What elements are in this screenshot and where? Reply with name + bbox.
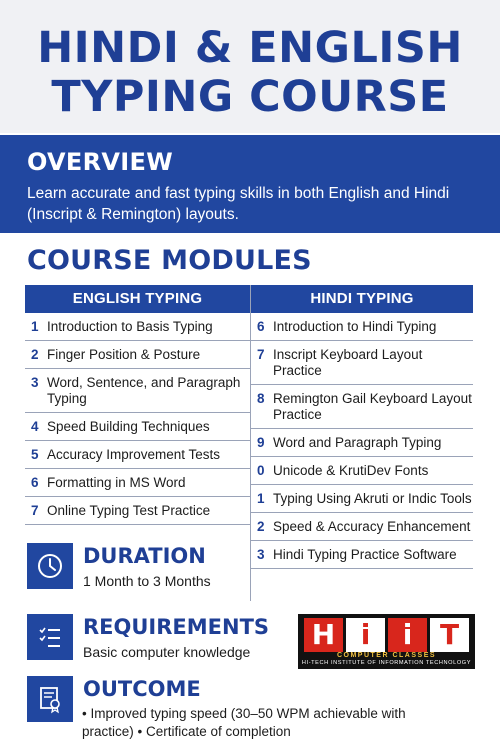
module-label: Unicode & KrutiDev Fonts (273, 463, 429, 478)
module-row (251, 313, 473, 341)
course-modules-title: COURSE MODULES (27, 245, 312, 276)
module-row (25, 313, 250, 341)
module-number: 5 (31, 447, 39, 462)
hindi-typing-column (250, 285, 473, 601)
module-number: 0 (257, 463, 265, 478)
module-number: 1 (31, 319, 39, 334)
requirements-text: Basic computer knowledge (83, 644, 251, 660)
module-number: 7 (31, 503, 39, 518)
module-label: Speed Building Techniques (47, 419, 210, 434)
module-label: Finger Position & Posture (47, 347, 201, 362)
module-row (251, 385, 473, 429)
certificate-icon (27, 676, 73, 722)
module-row (25, 497, 250, 525)
logo-subtitle: COMPUTER CLASSES (336, 652, 437, 659)
logo-letter: T (430, 618, 469, 652)
module-number: 2 (31, 347, 39, 362)
requirements-title: REQUIREMENTS (83, 615, 270, 639)
module-number: 4 (31, 419, 39, 434)
module-row (251, 341, 473, 385)
outcome-text: • Improved typing speed (30–50 WPM achievable with practice) • Certificate of completion (82, 706, 406, 739)
duration-title: DURATION (83, 544, 206, 568)
module-number: 1 (257, 491, 265, 506)
module-row (251, 541, 473, 569)
logo-letters (304, 618, 469, 652)
logo-letter: i (388, 618, 427, 652)
english-typing-column (25, 285, 250, 525)
english-typing-heading: ENGLISH TYPING (25, 285, 250, 313)
module-label: Inscript Keyboard Layout Practice (273, 347, 423, 378)
module-label: Speed & Accuracy Enhancement (273, 519, 471, 534)
module-row (251, 485, 473, 513)
clock-icon (27, 543, 73, 589)
module-number: 6 (31, 475, 39, 490)
checklist-icon (27, 614, 73, 660)
module-row (25, 469, 250, 497)
title-banner (0, 0, 500, 133)
page-title-line-2: TYPING COURSE (51, 72, 449, 122)
module-label: Introduction to Hindi Typing (273, 319, 437, 334)
module-row (25, 369, 250, 413)
duration-text: 1 Month to 3 Months (83, 573, 211, 589)
module-label: Hindi Typing Practice Software (273, 547, 457, 562)
module-row (251, 513, 473, 541)
module-number: 6 (257, 319, 265, 334)
module-number: 7 (257, 347, 265, 362)
module-label: Accuracy Improvement Tests (47, 447, 221, 462)
logo-institute-name: HI-TECH INSTITUTE OF INFORMATION TECHNOLOGY (301, 660, 472, 666)
module-row (251, 457, 473, 485)
overview-text: Learn accurate and fast typing skills in both English and Hindi (Inscript & Remington) layouts. (27, 185, 450, 223)
module-label: Online Typing Test Practice (47, 503, 211, 518)
module-number: 9 (257, 435, 265, 450)
hiit-logo (298, 614, 475, 669)
module-number: 2 (257, 519, 265, 534)
module-label: Typing Using Akruti or Indic Tools (273, 491, 472, 506)
overview-section (0, 135, 500, 233)
overview-title: OVERVIEW (27, 148, 173, 176)
module-label: Remington Gail Keyboard Layout Practice (273, 391, 472, 422)
module-label: Formatting in MS Word (47, 475, 186, 490)
module-row (251, 429, 473, 457)
module-label: Word and Paragraph Typing (273, 435, 442, 450)
module-label: Word, Sentence, and Paragraph Typing (47, 375, 241, 406)
page-title-line-1: HINDI & ENGLISH (37, 23, 463, 73)
module-number: 3 (257, 547, 265, 562)
module-number: 8 (257, 391, 265, 406)
module-row (25, 341, 250, 369)
module-number: 3 (31, 375, 39, 390)
outcome-title: OUTCOME (83, 677, 201, 701)
logo-letter: H (304, 618, 343, 652)
module-row (25, 441, 250, 469)
hindi-typing-heading: HINDI TYPING (251, 285, 473, 313)
module-row (25, 413, 250, 441)
logo-letter: i (346, 618, 385, 652)
module-label: Introduction to Basis Typing (47, 319, 213, 334)
